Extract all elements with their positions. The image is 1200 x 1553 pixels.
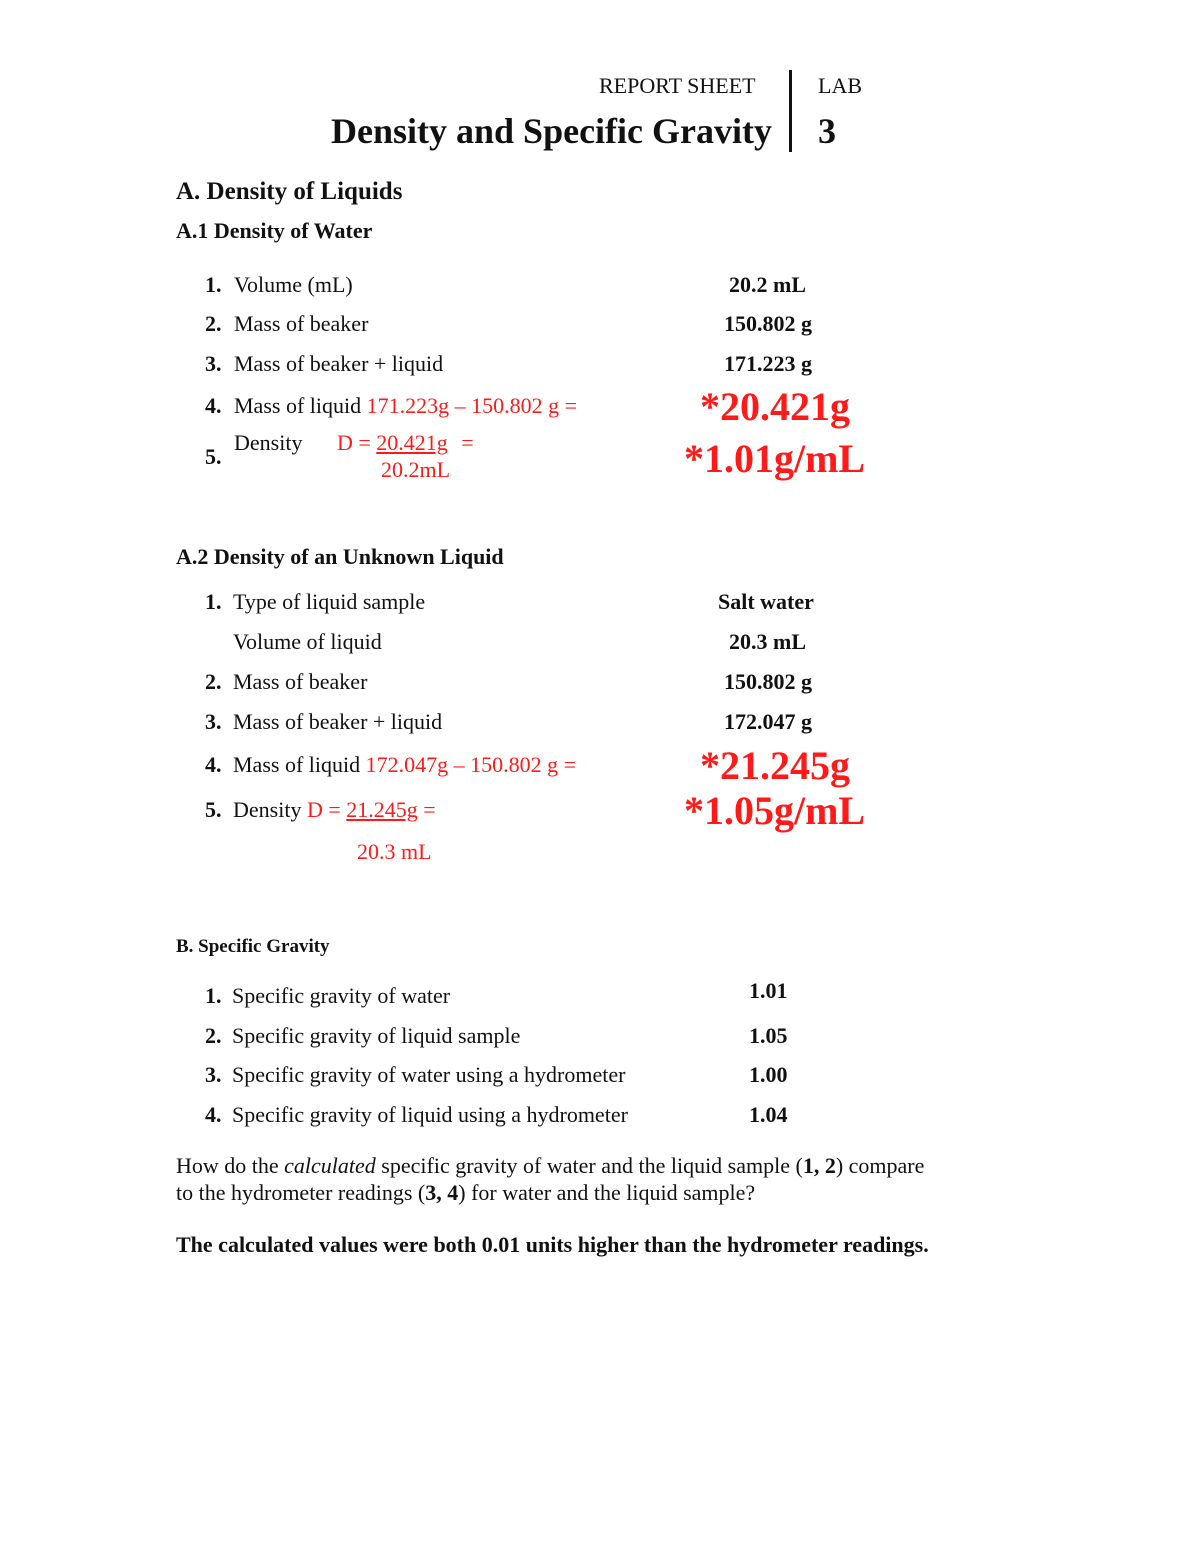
row-label: Type of liquid sample [233,589,426,614]
section-a2-heading: A.2 Density of an Unknown Liquid [176,544,504,569]
row-number: 1. [205,589,222,614]
density-formula [337,430,474,456]
report-sheet-label: REPORT SHEET [599,73,756,98]
row-label: Volume (mL) [234,272,353,297]
density-formula [301,797,435,822]
section-a1-heading: A.1 Density of Water [176,218,373,243]
formula-denominator: 20.3 mL [357,839,432,864]
question-line-2 [176,1180,755,1206]
row-label [234,393,577,419]
question-text: ) for water and the liquid sample? [458,1180,756,1205]
row-number: 4. [205,393,222,418]
calculated-density: *1.01g/mL [684,436,866,481]
row-value: 171.223 g [724,351,812,376]
row-value: 1.00 [749,1062,788,1087]
formula-numerator: 20.421g [376,430,448,455]
question-emphasis: calculated [284,1153,376,1178]
calculated-density: *1.05g/mL [684,788,866,833]
row-label-text: Mass of liquid [233,752,361,777]
question-text: How do the [176,1153,285,1178]
question-text: to the hydrometer readings ( [176,1180,426,1205]
row-label: Specific gravity of liquid sample [232,1023,521,1048]
row-value: 1.01 [749,978,788,1003]
row-value: 1.04 [749,1102,788,1127]
row-label: Mass of beaker [233,669,368,694]
row-label-text: Density [233,797,302,822]
formula-suffix: = [417,797,436,822]
row-label-text: Mass of liquid [234,393,362,418]
lab-number: 3 [818,111,836,151]
formula-suffix: = [455,430,474,455]
row-value: 172.047 g [724,709,812,734]
calculated-mass: *21.245g [700,743,850,788]
row-value: 20.2 mL [729,272,806,297]
row-label: Specific gravity of liquid using a hydrometer [232,1102,628,1127]
formula-prefix: D = [306,797,347,822]
row-number: 1. [205,983,222,1008]
calculated-mass: *20.421g [700,384,850,429]
row-label [233,752,576,778]
formula-numerator: 21.245g [346,797,418,822]
row-number: 2. [205,1023,222,1048]
answer: The calculated values were both 0.01 units higher than the hydrometer readings. [176,1232,929,1257]
question-text: ) compare [835,1153,925,1178]
row-number: 1. [205,272,222,297]
row-value: 1.05 [749,1023,788,1048]
row-label: Mass of beaker + liquid [233,709,443,734]
lab-label: LAB [818,73,862,98]
question-ref: 3, 4 [425,1180,459,1205]
formula-prefix: D = [337,430,377,455]
row-number: 3. [205,351,222,376]
formula-denominator: 20.2mL [381,457,451,482]
row-value: 150.802 g [724,311,812,336]
section-a-heading: A. Density of Liquids [176,178,403,205]
question-text: specific gravity of water and the liquid sample ( [375,1153,803,1178]
question-ref: 1, 2 [802,1153,836,1178]
row-number: 2. [205,669,222,694]
row-label: Specific gravity of water using a hydrometer [232,1062,626,1087]
page-title: Density and Specific Gravity [331,111,772,151]
row-label [233,797,436,823]
row-label: Volume of liquid [233,629,382,654]
row-number: 5. [205,444,222,469]
row-label: Mass of beaker [234,311,369,336]
row-value: 150.802 g [724,669,812,694]
row-number: 2. [205,311,222,336]
header-divider [789,70,792,152]
calculation: 171.223g – 150.802 g = [366,393,578,418]
row-value: 20.3 mL [729,629,806,654]
row-label: Density [234,430,303,455]
row-number: 3. [205,1062,222,1087]
row-value: Salt water [718,589,814,614]
section-b-heading: B. Specific Gravity [176,936,330,957]
row-number: 3. [205,709,222,734]
calculation: 172.047g – 150.802 g = [365,752,577,777]
row-number: 4. [205,752,222,777]
row-number: 4. [205,1102,222,1127]
question-line-1 [176,1153,924,1179]
row-number: 5. [205,797,222,822]
row-label: Mass of beaker + liquid [234,351,444,376]
row-label: Specific gravity of water [232,983,451,1008]
